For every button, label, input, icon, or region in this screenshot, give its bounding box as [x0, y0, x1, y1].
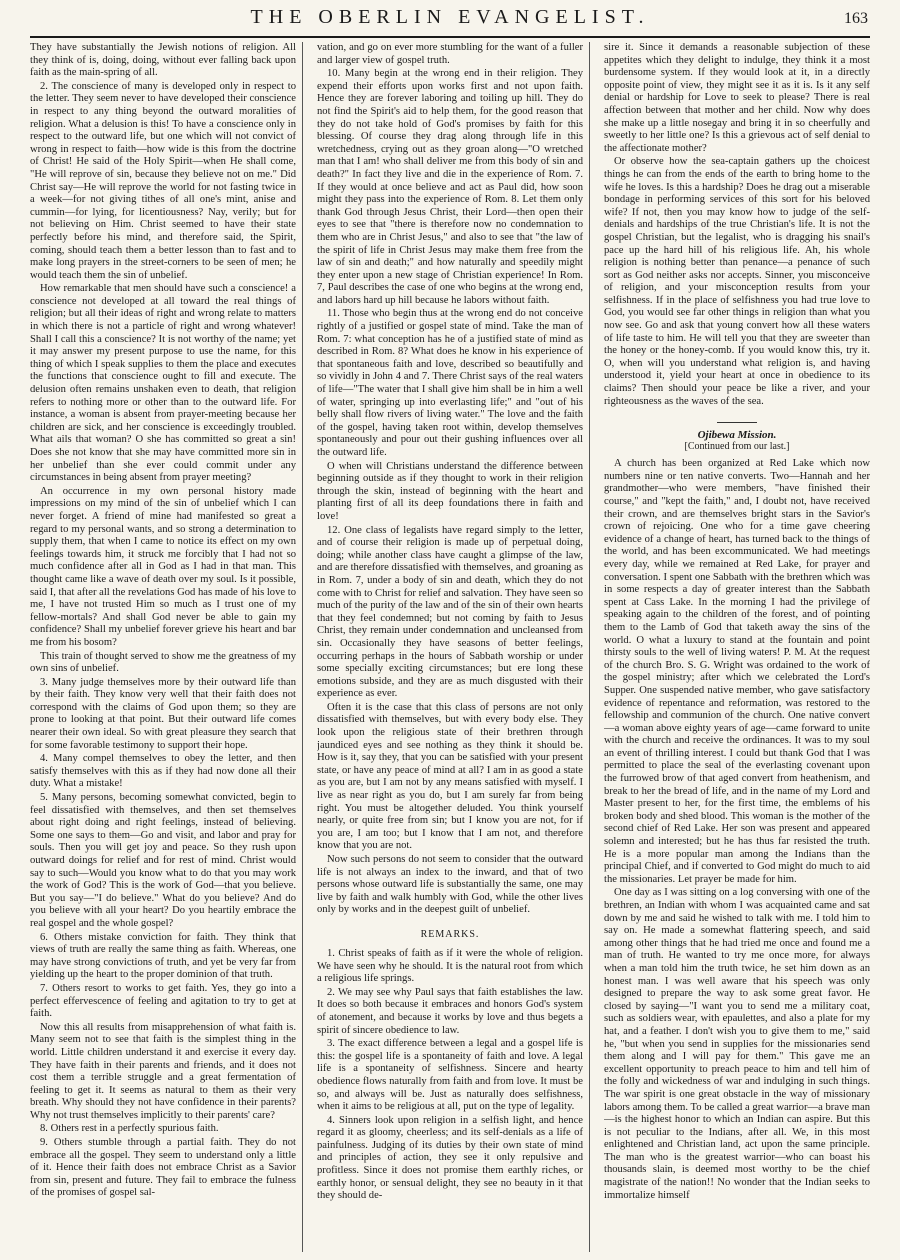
remarks-heading: REMARKS. — [420, 928, 480, 940]
column-middle — [317, 42, 590, 1252]
paragraph: 3. Many judge themselves more by their outward life than by their faith. They know very well that their faith does not correspond with the claims of God upon them; so they are prone to looking at that point. But their outward life comes nearer their own ideal. So with great pleasure they search that for some favorable testimony to support their hope. — [30, 676, 296, 751]
paragraph: 12. One class of legalists have regard simply to the letter, and of course their religion is made up of perpetual doing, doing; while another class have caught a glimpse of the law, and are therefore dissatisfied with themselves, and groaning as in Rom. 7, under a body of sin and death, which they do not come with to Christ for relief and salvation. They have seen so much of the purity of the law and of the sin of their own hearts that they feel condemned; but not coming by faith to Jesus Christ, they remain under condemnation and uncleansed from sin. Occasionally they have seasons of better feelings, occurring perhaps in the hours of Sabbath worship or under some specially exciting circumstances; but ere long these emotions subside, and they are as much disgusted with their experience as ever. — [317, 524, 583, 700]
paragraph: They have substantially the Jewish notions of religion. All they think of is, doing, doing, without ever falling back upon faith as the main-spring of all. — [30, 42, 296, 79]
newspaper-title: THE OBERLIN EVANGELIST. — [250, 6, 650, 28]
paragraph: Often it is the case that this class of persons are not only dissatisfied with themselves, but with every body else. They look upon the religious state of their brethren through jaundiced eyes and see nothing as they think it should be. How is it, say they, that you can be satisfied with your present state, or have any peace of mind at all? I am in as good a state as you are, but I am not by any means satisfied with myself. I live as near right as you do, but I am surely far from being right. You must be altogether deluded. You think yourself nearly, or quite free from sin; but I know you are not, for if you are, I am too; but I know that I am not, and therefore know that you are not. — [317, 701, 583, 852]
paragraph: This train of thought served to show me the greatness of my own sins of unbelief. — [30, 650, 296, 675]
paragraph: Or observe how the sea-captain gathers up the choicest things he can from the ends of the earth to bring home to the wife he loves. Is this a hardship? Does he drag out a miserable bondage in performing services of this sort for his beloved wife? If not, then you may know how to judge of the self-denials and hardships of the true Christian's life. It is not the gospel Christian, but the legalist, who is dragging his snail's pace up the hard hill of his religious life. Ah, his whole religion is nothing better than penance—a penance of such sort as God neither asks nor accepts. Sinner, you misconceive of religion, and your misconception results from your selfishness. If in the place of selfishness you had true love to God, you would see far other things in religion than what you now see. Go and ask that young convert how all these waters of life taste to him. He will tell you that they are sweeter than the honey or the honey-comb. If you would know this, try it. O, when will you understand what religion is, and having understood it, yield your heart at once in obedience to its claims? Then should your peace be like a river, and your righteousness as the waves of the sea. — [604, 156, 870, 407]
remark-paragraph: 4. Sinners look upon religion in a selfish light, and hence regard it as gloomy, cheerless; and its self-denials as a life of painfulness. Judging of its duties by their own state of mind and principles of action, they see it only repulsive and profitless. Since it does not promise them earthly riches, or earthly honor, or sensual delight, they see no beauty in it that they should de- — [317, 1114, 583, 1202]
article-paragraph: A church has been organized at Red Lake which now numbers nine or ten native converts. Two—Hannah and her grandmother—who were members, "have finished their course," and "kept the faith," and, I doubt not, have received their crown, and are themselves bright stars in the Savior's crown of rejoicing. One who for a time gave cheering evidence of a change of heart, has turned back to the things of the world, and has been excommunicated. We had meetings every day, while we remained at Red Lake, for prayer and conversation. I spent one Sabbath with the brethren which was in some respects a day of greater interest than the Sabbath spent at Cass Lake. In the morning I had the privilege of speaking again to the children of the forest, and of pointing them to the Lamb of God that taketh away the sins of the world. O what a luxury to stand at the fountain and point thirsty souls to the well of living waters! P. M. At the request of the church Bro. S. G. Wright was ordained to the work of the gospel ministry; after which we celebrated the Lord's Supper. One suspended native member, who gave satisfactory evidence of repentance and reformation, was restored to the fellowship and communion of the church. One native convert—a woman above eighty years of age—came forward to unite with the church and receive the ordinances. It was to my soul an event of thrilling interest. I could but thank God that I was permitted to place the seal of the everlasting covenant upon the furrowed brow of that aged convert from heathenism, and break to her the bread of life, and in the name of my Lord and Master present to her, for the first time, the emblems of his broken body and shed blood. This woman is the mother of the second chief of Red Lake. Her son was present and appeared solemn and interested; but he has thus far resisted the truth. He is a more popular man among the Indians than the principal Chief, and if converted to God might do much to aid the missionaries. Let prayer be made for him. — [604, 458, 870, 885]
paragraph: 6. Others mistake conviction for faith. They think that views of truth are really the same thing as faith. Whereas, one may have strong convictions of truth, and yet be very far from yielding up the heart to the proper dominion of that truth. — [30, 931, 296, 981]
paragraph: Now this all results from misapprehension of what faith is. Many seem not to see that faith is the simplest thing in the world. Little children understand it and exercise it every day. They have faith in their parents and friends, and it does not cost them a terrible struggle and a great fermentation of feeling to get it. It seems as natural to them as their very breath. Why should they not have confidence in their parents? Why not trust themselves implicitly to their parents' care? — [30, 1021, 296, 1121]
remark-paragraph: 1. Christ speaks of faith as if it were the whole of religion. We have seen why he should. It is the natural root from which a religious life springs. — [317, 947, 583, 985]
paragraph: 4. Many compel themselves to obey the letter, and then satisfy themselves with this as if they had now done all their duty. What a mistake! — [30, 753, 296, 790]
divider — [717, 422, 757, 423]
paragraph: An occurrence in my own personal history made impressions on my mind of the sin of unbelief which I can never forget. A friend of mine had manifested so great a regard to my personal wants, and so strong a determination to supply them, that when I came to notice its effect on my own feelings towards him, it struck me forcibly that I had not so much confidence after all in God as I had in that man. This thought came like a wave of death over my soul. Is it possible, said I, that after all the revelations God has made of his love to me, I have not trusted Him so much as I trust one of my fellow-mortals? And shall God never be able to gain my confidence? Shall my unbelief forever grieve his heart and bar me from his bosom? — [30, 485, 296, 648]
article-heading-block — [604, 422, 870, 452]
paragraph: Now such persons do not seem to consider that the outward life is not always an index to the inward, and that of two persons whose outward life is substantially the same, one may live by faith and walk humbly with God, while the other lives only by works and in the deepest guilt of unbelief. — [317, 854, 583, 916]
paragraph: vation, and go on ever more stumbling for the want of a fuller and larger view of gospel truth. — [317, 42, 583, 66]
article-subtitle: [Continued from our last.] — [684, 441, 790, 453]
column-right — [604, 42, 870, 1252]
article-title: Ojibewa Mission. — [697, 429, 777, 442]
paragraph: 9. Others stumble through a partial faith. They do not embrace all the gospel. They seem to understand only a little of it. Hence their faith does not embrace Christ as a Savior from sin, present and future. They fail to embrace the fulness of the promises of gospel sal- — [30, 1137, 296, 1199]
paragraph: 5. Many persons, becoming somewhat convicted, begin to feel dissatisfied with themselves, and then set themselves about right doing and right feelings, instead of believing. Some one says to them—Go and visit, and labor and pray for souls. Then you will get joy and peace. So they rush upon outward doings for relief and for rest of mind. Christ would say to such—Would you know what to do that you may work the work of God? This is the work of God—that you believe. But you say—"I do believe." What do you believe? And do you believe with all your heart? Do you heartily embrace the real gospel and the whole gospel? — [30, 792, 296, 929]
paragraph: 10. Many begin at the wrong end in their religion. They expend their efforts upon works first and not upon faith. Hence they are forever laboring and toiling up hill. They do not find the Spirit's aid to help them, for the good reason that they do not take hold of God's promises by faith for this blessing. Of course they drag along through life in this wretchedness, crying out as they groan along—"O wretched man that I am! who shall deliver me from this body of sin and death?" In fact they live and die in the experience of Rom. 7. If they would at once believe and act as Paul did, how soon might they pass into the experience of Rom. 8. Let them only thank God through Jesus Christ, their Lord—then open their eyes to see that "there is therefore now no condemnation to them who are in Christ Jesus," and also to see that "the law of the spirit of life in Christ Jesus may make them free from the law of sin and death;" and how naturally and speedily might they enter upon a new stage of Christian experience! In Rom. 7, Paul describes the case of one who begins at the wrong end, and labors hard up hill because he labors without faith. — [317, 68, 583, 306]
remark-paragraph: 3. The exact difference between a legal and a gospel life is this: the gospel life is a spontaneity of faith and love. A legal life is a spontaneity of selfishness. Sincere and hearty obedience flows naturally from faith and from love. It must be so, and always will be. Just as naturally does selfishness, when it aims to be religious at all, put on the type of legality. — [317, 1038, 583, 1113]
article-columns — [30, 42, 870, 1252]
page-number: 163 — [844, 10, 868, 27]
paragraph: 8. Others rest in a perfectly spurious faith. — [40, 1123, 219, 1135]
paragraph: 2. The conscience of many is developed only in respect to the letter. They seem never to have developed their conscience in respect to any thing beyond the outward moralities of religion. What a delusion is this! To have a conscience only in respect to the outward life, but one which will not convict of wrong in respect to faith—how wide is this from the doctrine of Christ! He said of the Holy Spirit—when He shall come, "He will reprove of sin, because they believe not on me." Did Christ say—He will reprove the world for not fasting twice in a week—for not giving tithes of all one's mint, anise and cummin—for lying, for licentiousness? Nay, verily; but for not believing on Him. Christ seemed to have their state perfectly before his mind, and therefore said, the Spirit, coming, should teach them a better lesson than to fast and to make long prayers in the street-corners to be seen of men; he would teach them the sin of unbelief. — [30, 80, 296, 281]
masthead — [30, 6, 870, 38]
paragraph: O when will Christians understand the difference between beginning outside as if they thought to work in their religion through the skin, instead of beginning with the heart and planting first of all its deep foundations there in faith and love! — [317, 460, 583, 522]
paragraph: 7. Others resort to works to get faith. Yes, they go into a perfect effervescence of feeling and agitation to try to get at faith. — [30, 982, 296, 1020]
remark-paragraph: 2. We may see why Paul says that faith establishes the law. It does so both because it embraces and honors God's system of atonement, and because it works by love and thus begets a spirit of sincere obedience to law. — [317, 986, 583, 1036]
paragraph: sire it. Since it demands a reasonable subjection of these appetites which they delight to indulge, they think it a most burdensome system. If they would look at it, in a directly opposite point of view, they might see it as it is. Is it any self denial or hardship for Love to seek to please? There is real affection between that mother and her child. Now why does she make up a little nosegay and bring it in so cheerfully and sweetly to her little one? Is this a grievous act of self denial to the affectionate mother? — [604, 42, 870, 154]
column-left — [30, 42, 303, 1252]
paragraph: How remarkable that men should have such a conscience! a conscience not developed at all toward the real things of religion; but all their ideas of right and wrong relate to matters in which there is not a particle of right and wrong whatever! Shall I call this a conscience? It is not worthy of the name; yet it may answer my present purpose to use the name, for this thing of which I speak supplies to them the place and executes the functions that conscience ought to fill and execute. The delusion often remains unshaken even to death, that religion refers to nothing more or other than to the outward life. For instance, a woman is absent from prayer-meeting because her children are sick, and her conscience is exceedingly troubled. What ails that woman? O she has committed so great a sin! Does she not know that she may have committed more sin in her unbelief than she ever could commit under any circumstances in being absent from prayer meeting? — [30, 283, 296, 484]
paragraph: 11. Those who begin thus at the wrong end do not conceive rightly of a justified or gospel state of mind. Take the man of Rom. 7: what conception has he of a justified state of mind as described in Rom. 8? What does he know in his experience of that spontaneous faith and love, described so beautifully and so vividly in John 4 and 7. There Christ says of the real waters of life—"The water that I shall give him shall be in him a well of water, springing up into everlasting life;" and "out of his belly shall flow rivers of living water." The love and the faith of the gospel, having taken root within, develop themselves spontaneously and pour out their gushing influences over all the outward life. — [317, 308, 583, 458]
article-paragraph: One day as I was sitting on a log conversing with one of the brethren, an Indian with whom I was acquainted came and sat down by me and said he wished to talk with me. I told him to say on. He made a somewhat flattering speech, and said among other things that he had tried me once and found me a man of truth. He wanted to try me once more, for always when a man told him the truth twice, he set him down as an honest man. I was well aware that his speech was only designed to prepare the way to ask some great favor. He closed by saying—"I want you to send me a military coat, such as soldiers wear, with epaulettes, and also a plate for my hat, and a feather. I don't wish you to give them to me," said he, "but when you send in supplies for the missionaries send them along and I will pay for them." This gave me an excellent opportunity to preach peace to him and tell him of the folly and wickedness of war and indulging in such things. The war spirit is one great obstacle in the way of missionary labors among them. To be called a great warrior—a brave man—is the highest honor to which an Indian can aspire. But this is not peculiar to the Indians, after all. We, in this most enlightened and Christian land, act upon the same principle. The man who is the greatest warrior—who can boast his thousands slain, is deemed most worthy to be the chief magistrate of the nation!! No wonder that the Indian seeks to immortalize himself — [604, 887, 870, 1201]
